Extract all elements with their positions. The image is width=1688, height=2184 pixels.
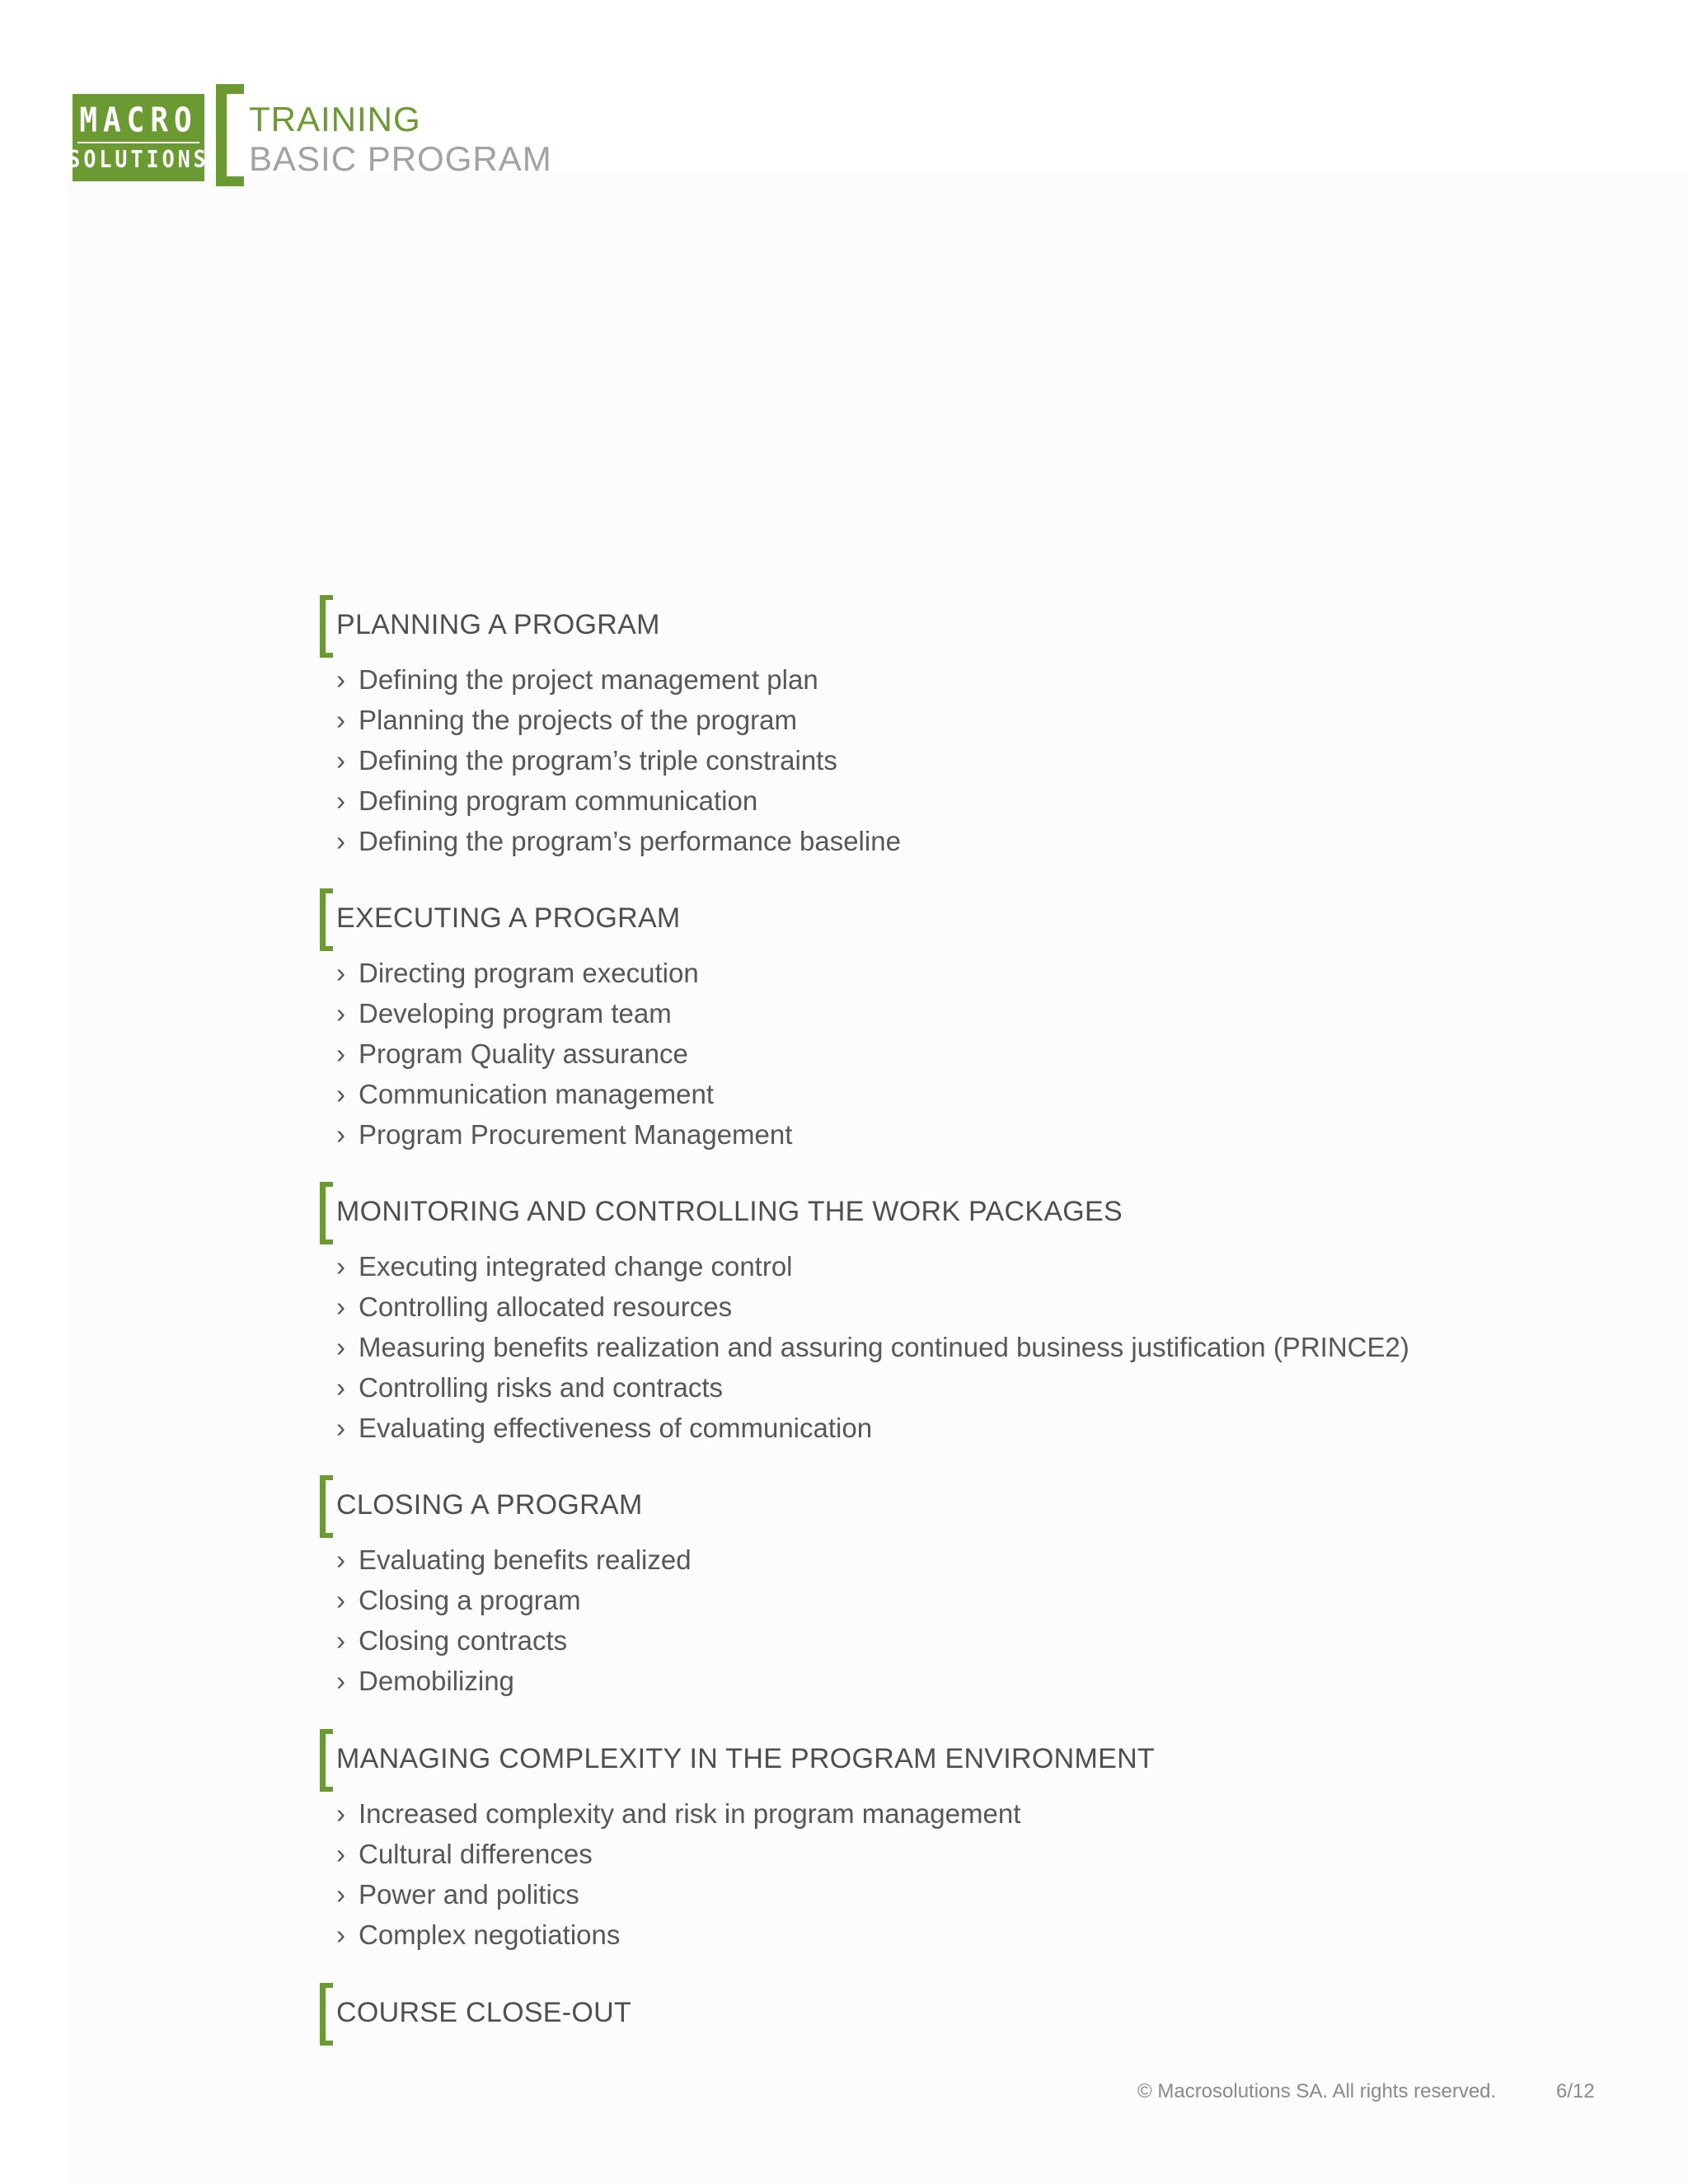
chevron-right-icon: › (336, 1079, 345, 1109)
chevron-right-icon: › (336, 1372, 345, 1403)
list-item (336, 1286, 1409, 1327)
chevron-right-icon: › (336, 1798, 345, 1829)
list-item-text: Communication management (359, 1079, 715, 1109)
list-item-text: Demobilizing (359, 1666, 514, 1696)
chevron-right-icon: › (336, 1251, 345, 1282)
section-items (336, 659, 901, 861)
section-heading: MONITORING AND CONTROLLING THE WORK PACKAGES (336, 1196, 1123, 1227)
section-bracket-icon (320, 1182, 333, 1244)
chevron-right-icon: › (336, 1291, 345, 1322)
chevron-right-icon: › (336, 1585, 345, 1615)
list-item-text: Developing program team (359, 998, 672, 1029)
list-item (336, 1620, 692, 1661)
list-item-text: Program Procurement Management (359, 1119, 793, 1150)
list-item (336, 1074, 792, 1114)
section-heading: EXECUTING A PROGRAM (336, 902, 681, 934)
section-heading: CLOSING A PROGRAM (336, 1489, 643, 1521)
list-item-text: Power and politics (359, 1879, 579, 1910)
section-heading: COURSE CLOSE-OUT (336, 1997, 632, 2028)
chevron-right-icon: › (336, 785, 345, 816)
logo-divider (77, 142, 199, 143)
section-bracket-icon (320, 1729, 333, 1792)
header-bracket-icon (216, 84, 244, 186)
section-items (336, 1540, 692, 1701)
list-item (336, 1408, 1409, 1448)
list-item (336, 1246, 1409, 1286)
chevron-right-icon: › (336, 705, 345, 735)
chevron-right-icon: › (336, 1544, 345, 1575)
list-item (336, 1580, 692, 1620)
footer-copyright: © Macrosolutions SA. All rights reserved. (1137, 2080, 1497, 2102)
list-item (336, 953, 792, 993)
list-item (336, 780, 901, 821)
section-items (336, 1793, 1020, 1955)
page-number: 6/12 (1556, 2080, 1595, 2102)
chevron-right-icon: › (336, 1879, 345, 1910)
chevron-right-icon: › (336, 998, 345, 1029)
list-item (336, 1114, 792, 1155)
list-item-text: Evaluating effectiveness of communication (359, 1413, 873, 1443)
chevron-right-icon: › (336, 1332, 345, 1362)
section-items (336, 953, 792, 1155)
list-item (336, 700, 901, 740)
section-heading: PLANNING A PROGRAM (336, 609, 660, 640)
list-item-text: Evaluating benefits realized (359, 1544, 692, 1575)
chevron-right-icon: › (336, 958, 345, 988)
list-item-text: Defining the program’s performance baseline (359, 826, 901, 856)
header-title: TRAINING (249, 100, 421, 138)
list-item-text: Defining the program’s triple constraints (359, 745, 837, 776)
list-item-text: Measuring benefits realization and assuring continued business justification (PRINCE2) (359, 1332, 1409, 1362)
list-item (336, 993, 792, 1033)
chevron-right-icon: › (336, 1839, 345, 1869)
list-item (336, 740, 901, 780)
macro-solutions-logo (68, 94, 209, 181)
list-item-text: Increased complexity and risk in program management (359, 1798, 1021, 1829)
list-item-text: Planning the projects of the program (359, 705, 797, 735)
list-item (336, 821, 901, 861)
chevron-right-icon: › (336, 1413, 345, 1443)
list-item-text: Defining the project management plan (359, 664, 818, 695)
list-item-text: Executing integrated change control (359, 1251, 793, 1282)
list-item-text: Controlling risks and contracts (359, 1372, 724, 1403)
chevron-right-icon: › (336, 1038, 345, 1069)
chevron-right-icon: › (336, 664, 345, 695)
list-item (336, 659, 901, 700)
list-item-text: Program Quality assurance (359, 1038, 688, 1069)
list-item (336, 1793, 1020, 1834)
section-bracket-icon (320, 595, 333, 658)
section-bracket-icon (320, 888, 333, 951)
list-item-text: Complex negotiations (359, 1919, 621, 1950)
list-item-text: Directing program execution (359, 958, 699, 988)
logo-line-2: SOLUTIONS (68, 145, 209, 173)
list-item (336, 1661, 692, 1701)
chevron-right-icon: › (336, 745, 345, 776)
list-item (336, 1367, 1409, 1408)
logo-line-1: MACRO (79, 101, 198, 140)
list-item-text: Defining program communication (359, 785, 758, 816)
list-item (336, 1915, 1020, 1955)
list-item-text: Closing contracts (359, 1625, 568, 1656)
chevron-right-icon: › (336, 1666, 345, 1696)
list-item (336, 1540, 692, 1580)
list-item (336, 1834, 1020, 1874)
list-item-text: Cultural differences (359, 1839, 593, 1869)
list-item (336, 1327, 1409, 1367)
section-items (336, 1246, 1409, 1448)
list-item (336, 1033, 792, 1074)
chevron-right-icon: › (336, 1625, 345, 1656)
section-bracket-icon (320, 1983, 333, 2046)
chevron-right-icon: › (336, 1119, 345, 1150)
header-subtitle: BASIC PROGRAM (249, 139, 552, 178)
list-item-text: Closing a program (359, 1585, 581, 1615)
section-heading: MANAGING COMPLEXITY IN THE PROGRAM ENVIRONMENT (336, 1743, 1155, 1774)
list-item-text: Controlling allocated resources (359, 1291, 733, 1322)
section-bracket-icon (320, 1475, 333, 1538)
list-item (336, 1874, 1020, 1915)
chevron-right-icon: › (336, 1919, 345, 1950)
chevron-right-icon: › (336, 826, 345, 856)
